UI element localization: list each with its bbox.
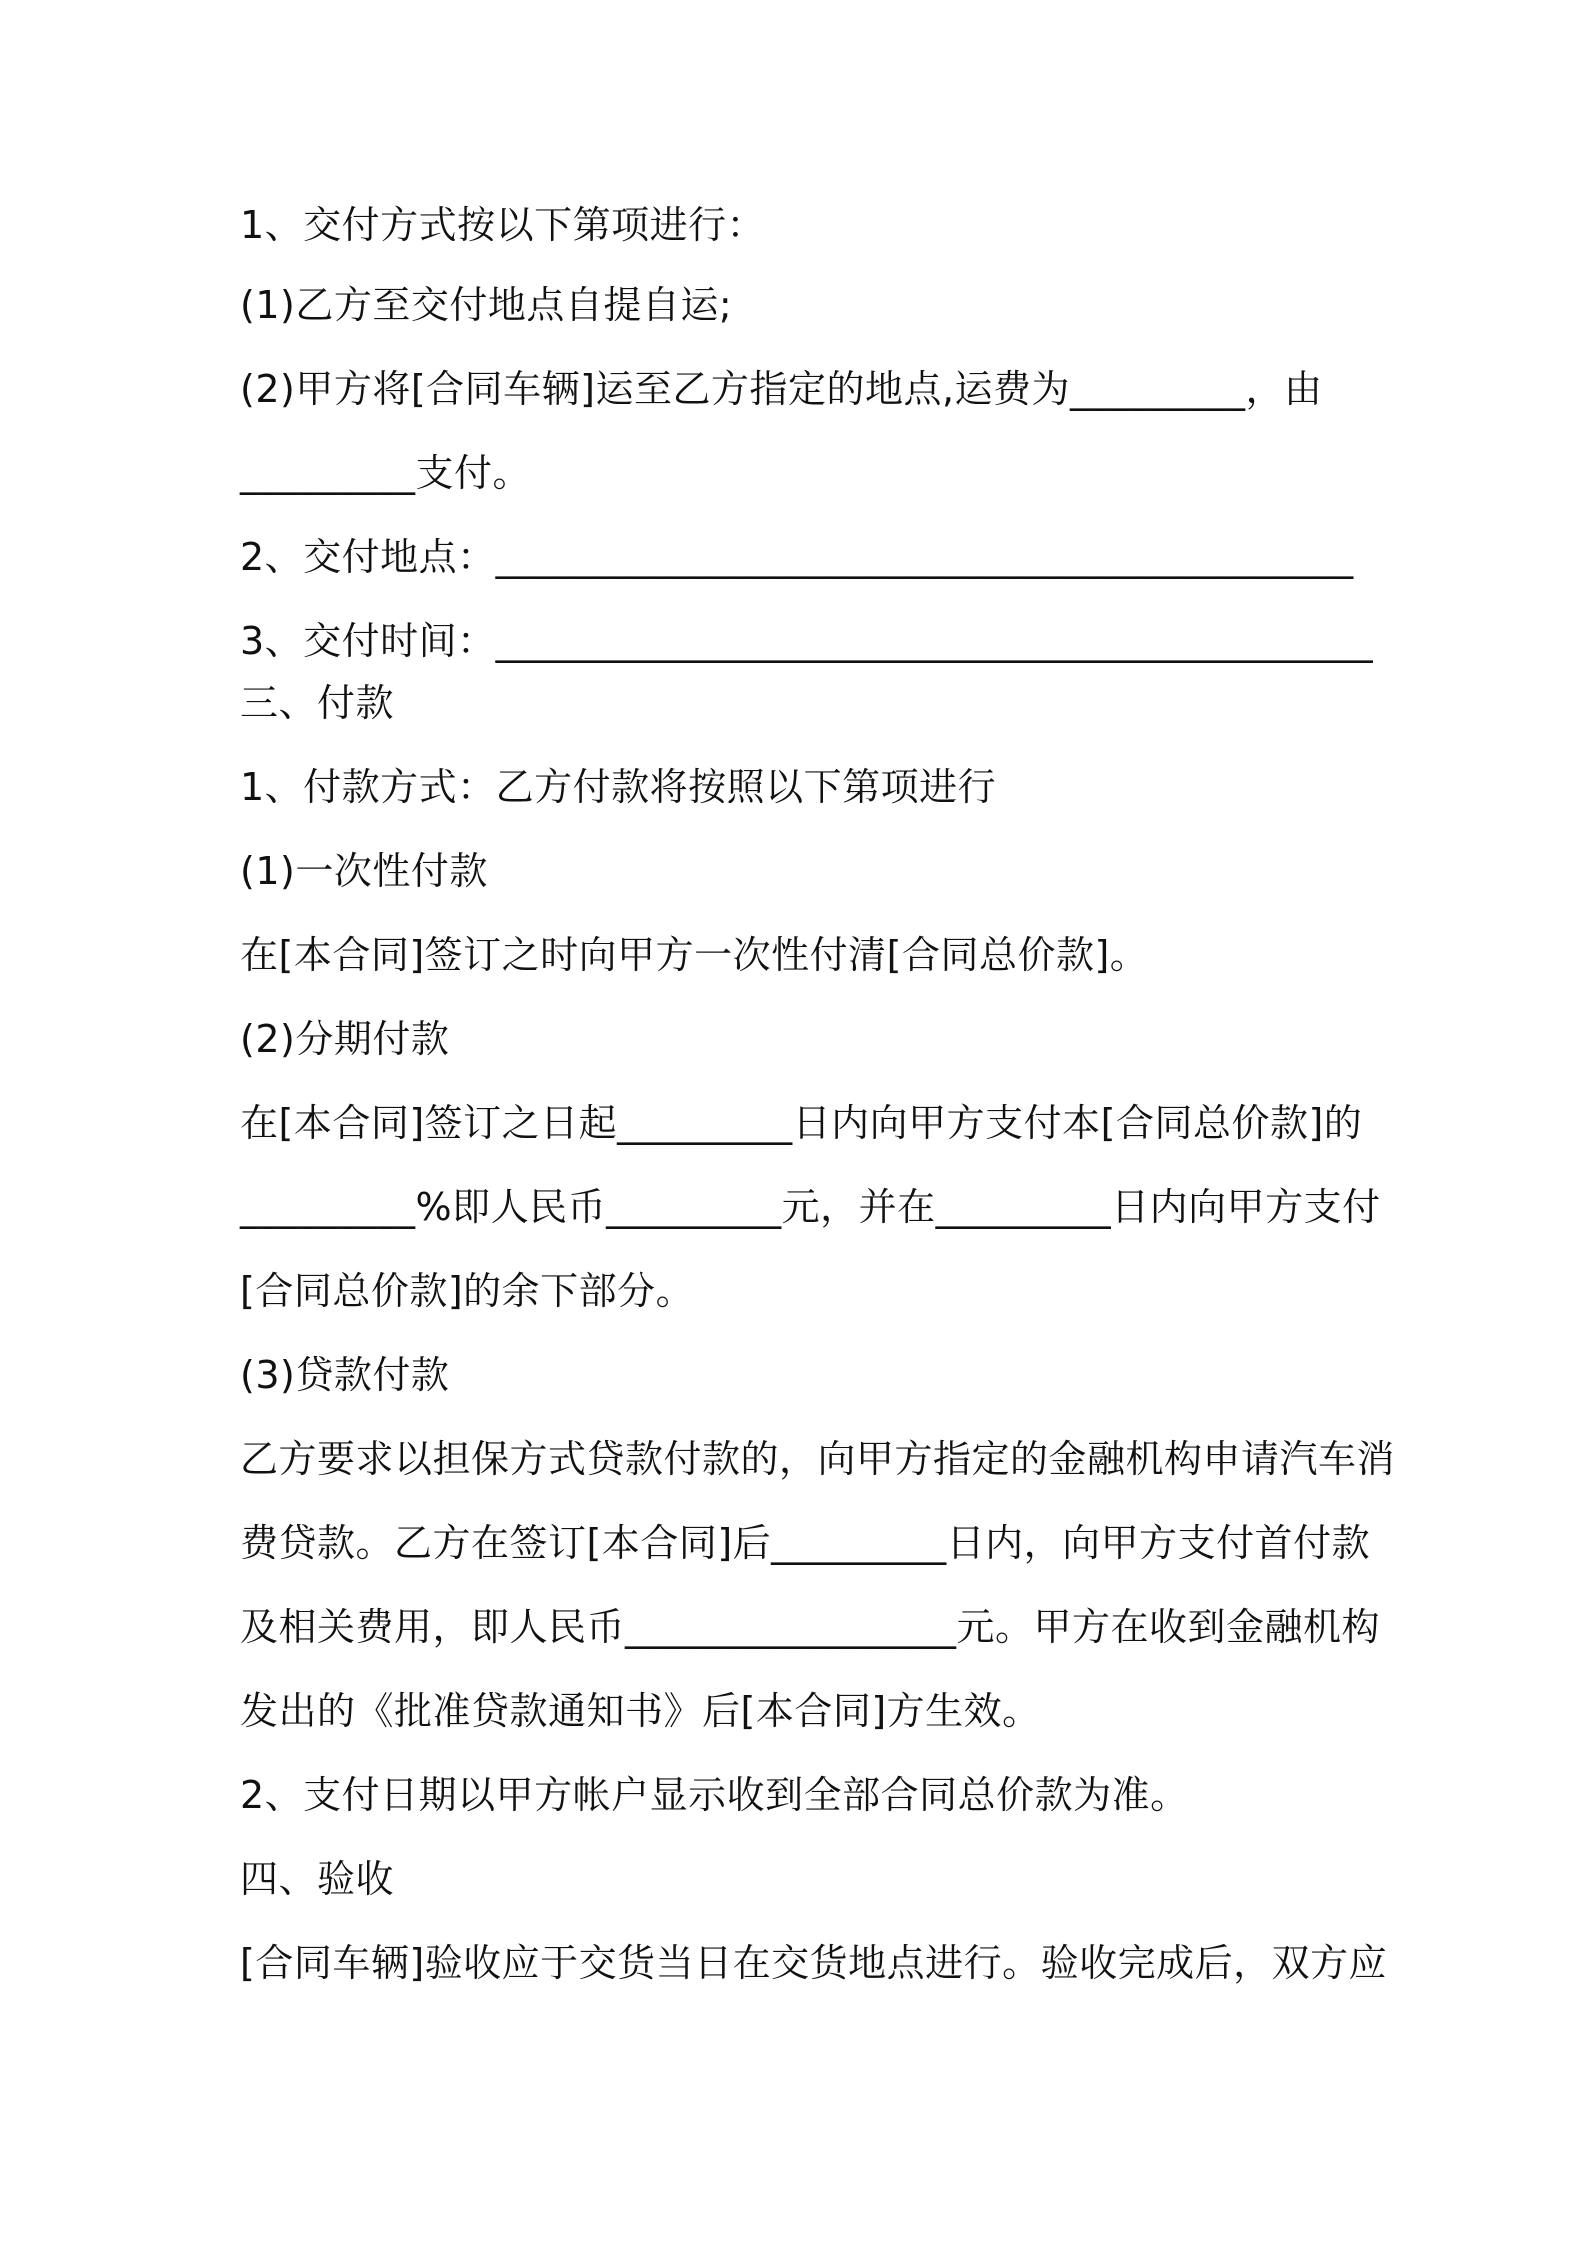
clause-delivery-place: 2、交付地点：____________________________________________ <box>240 535 1354 579</box>
clause-payment-date: 2、支付日期以甲方帐户显示收到全部合同总价款为准。 <box>240 1773 1189 1817</box>
installment-detail-line-2: _________%即人民币_________元，并在_________日内向甲方支付 <box>240 1185 1381 1229</box>
clause-payment-method: 1、付款方式：乙方付款将按照以下第项进行 <box>240 765 997 809</box>
document-body <box>240 200 1396 1988</box>
loan-detail-line-4: 发出的《批准贷款通知书》后[本合同]方生效。 <box>240 1689 1041 1733</box>
section-heading-acceptance: 四、验收 <box>240 1857 395 1901</box>
payment-option-loan: (3)贷款付款 <box>240 1353 450 1397</box>
loan-detail-line-2: 费贷款。乙方在签订[本合同]后_________日内，向甲方支付首付款 <box>240 1521 1371 1565</box>
installment-detail-line-1: 在[本合同]签订之日起_________日内向甲方支付本[合同总价款]的 <box>240 1101 1363 1145</box>
payment-option-lump-sum: (1)一次性付款 <box>240 849 488 893</box>
clause-delivery-time: 3、交付时间：_____________________________________________ <box>240 619 1374 663</box>
delivery-option-seller-transport: (2)甲方将[合同车辆]运至乙方指定的地点,运费为_________，由 <box>240 367 1323 411</box>
delivery-option-self-pickup: (1)乙方至交付地点自提自运; <box>240 283 733 327</box>
delivery-option-seller-transport-cont: _________支付。 <box>240 451 532 495</box>
loan-detail-line-3: 及相关费用，即人民币_________________元。甲方在收到金融机构 <box>240 1605 1381 1649</box>
clause-delivery-method: 1、交付方式按以下第项进行： <box>240 203 766 247</box>
installment-detail-line-3: [合同总价款]的余下部分。 <box>240 1269 695 1313</box>
section-heading-payment: 三、付款 <box>240 681 395 725</box>
loan-detail-line-1: 乙方要求以担保方式贷款付款的，向甲方指定的金融机构申请汽车消 <box>240 1437 1396 1481</box>
acceptance-detail-line-1: [合同车辆]验收应于交货当日在交货地点进行。验收完成后，双方应 <box>240 1941 1388 1985</box>
lump-sum-detail: 在[本合同]签订之时向甲方一次性付清[合同总价款]。 <box>240 933 1149 977</box>
payment-option-installment: (2)分期付款 <box>240 1017 450 1061</box>
